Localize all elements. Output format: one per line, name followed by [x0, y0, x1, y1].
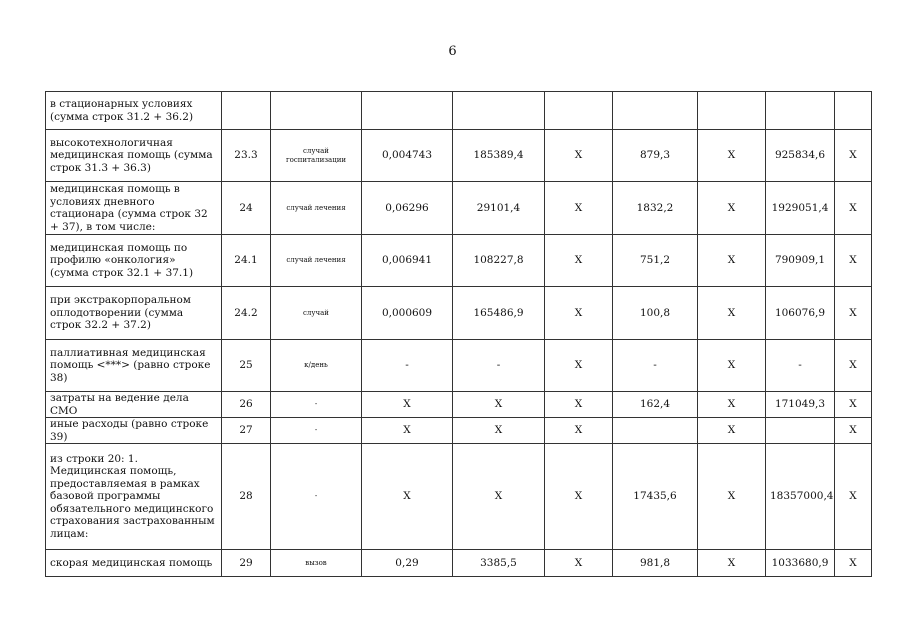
row-label: медицинская помощь в условиях дневного стационара (сумма строк 32 + 37), в том числе:: [46, 182, 222, 235]
value-cell: X: [835, 182, 872, 235]
value-cell: X: [698, 235, 766, 287]
table-row: [46, 392, 872, 418]
unit-cell: -: [271, 418, 362, 444]
row-number: 28: [222, 444, 271, 550]
value-cell: X: [545, 130, 613, 182]
value-cell: 185389,4: [453, 130, 545, 182]
unit-cell: к/день: [271, 340, 362, 392]
row-number: 25: [222, 340, 271, 392]
value-cell: 29101,4: [453, 182, 545, 235]
row-label: из строки 20: 1. Медицинская помощь, предоставляемая в рамках базовой программы обязательного медицинского страхования застрахованным лицам:: [46, 444, 222, 550]
value-cell: X: [698, 287, 766, 340]
table-row: [46, 340, 872, 392]
value-cell: 165486,9: [453, 287, 545, 340]
value-cell: X: [545, 182, 613, 235]
row-number: 24: [222, 182, 271, 235]
value-cell: [613, 418, 698, 444]
value-cell: 925834,6: [766, 130, 835, 182]
value-cell: -: [766, 340, 835, 392]
unit-cell: случай госпитализации: [271, 130, 362, 182]
value-cell: X: [835, 392, 872, 418]
value-cell: 18357000,4: [766, 444, 835, 550]
value-cell: 0,06296: [362, 182, 453, 235]
value-cell: 17435,6: [613, 444, 698, 550]
value-cell: X: [545, 444, 613, 550]
table-row: [46, 444, 872, 550]
unit-cell: случай лечения: [271, 182, 362, 235]
value-cell: X: [835, 550, 872, 577]
table-row: [46, 418, 872, 444]
value-cell: -: [613, 340, 698, 392]
table-row: [46, 550, 872, 577]
row-label: высокотехнологичная медицинская помощь (сумма строк 31.3 + 36.3): [46, 130, 222, 182]
value-cell: 171049,3: [766, 392, 835, 418]
row-label: иные расходы (равно строке 39): [46, 418, 222, 444]
value-cell: [613, 92, 698, 130]
value-cell: [835, 92, 872, 130]
value-cell: 3385,5: [453, 550, 545, 577]
value-cell: 1929051,4: [766, 182, 835, 235]
value-cell: 1033680,9: [766, 550, 835, 577]
unit-cell: вызов: [271, 550, 362, 577]
unit-cell: случай: [271, 287, 362, 340]
row-label: затраты на ведение дела СМО: [46, 392, 222, 418]
value-cell: X: [545, 235, 613, 287]
value-cell: X: [545, 418, 613, 444]
row-number: 27: [222, 418, 271, 444]
value-cell: X: [698, 182, 766, 235]
value-cell: X: [835, 130, 872, 182]
value-cell: 751,2: [613, 235, 698, 287]
value-cell: X: [545, 340, 613, 392]
unit-cell: -: [271, 392, 362, 418]
unit-cell: [271, 92, 362, 130]
value-cell: X: [698, 418, 766, 444]
row-number: 29: [222, 550, 271, 577]
value-cell: X: [835, 418, 872, 444]
table-row: [46, 92, 872, 130]
value-cell: -: [453, 340, 545, 392]
value-cell: 790909,1: [766, 235, 835, 287]
value-cell: X: [835, 235, 872, 287]
value-cell: [698, 92, 766, 130]
value-cell: [545, 92, 613, 130]
value-cell: X: [453, 392, 545, 418]
value-cell: [766, 418, 835, 444]
value-cell: X: [698, 340, 766, 392]
value-cell: X: [362, 392, 453, 418]
value-cell: X: [362, 444, 453, 550]
value-cell: X: [453, 418, 545, 444]
row-number: 26: [222, 392, 271, 418]
value-cell: X: [835, 444, 872, 550]
value-cell: -: [362, 340, 453, 392]
unit-cell: случай лечения: [271, 235, 362, 287]
value-cell: X: [698, 550, 766, 577]
value-cell: X: [545, 287, 613, 340]
row-number: 24.1: [222, 235, 271, 287]
row-label: в стационарных условиях (сумма строк 31.2 + 36.2): [46, 92, 222, 130]
value-cell: X: [835, 340, 872, 392]
unit-cell: -: [271, 444, 362, 550]
row-label: скорая медицинская помощь: [46, 550, 222, 577]
row-number: 23.3: [222, 130, 271, 182]
value-cell: [453, 92, 545, 130]
value-cell: X: [453, 444, 545, 550]
value-cell: 879,3: [613, 130, 698, 182]
value-cell: 0,004743: [362, 130, 453, 182]
table-row: [46, 182, 872, 235]
value-cell: 0,29: [362, 550, 453, 577]
financing-table: [45, 91, 872, 577]
value-cell: 0,006941: [362, 235, 453, 287]
table-row: [46, 287, 872, 340]
value-cell: 1832,2: [613, 182, 698, 235]
row-number: 24.2: [222, 287, 271, 340]
value-cell: X: [545, 392, 613, 418]
row-label: медицинская помощь по профилю «онкология» (сумма строк 32.1 + 37.1): [46, 235, 222, 287]
value-cell: 100,8: [613, 287, 698, 340]
row-label: при экстракорпоральном оплодотворении (сумма строк 32.2 + 37.2): [46, 287, 222, 340]
value-cell: 162,4: [613, 392, 698, 418]
value-cell: [362, 92, 453, 130]
value-cell: 108227,8: [453, 235, 545, 287]
value-cell: X: [698, 130, 766, 182]
row-number: [222, 92, 271, 130]
value-cell: 106076,9: [766, 287, 835, 340]
value-cell: 981,8: [613, 550, 698, 577]
value-cell: 0,000609: [362, 287, 453, 340]
page-number: 6: [448, 44, 457, 59]
value-cell: X: [698, 444, 766, 550]
table-row: [46, 130, 872, 182]
value-cell: [766, 92, 835, 130]
value-cell: X: [545, 550, 613, 577]
table-row: [46, 235, 872, 287]
value-cell: X: [835, 287, 872, 340]
value-cell: X: [362, 418, 453, 444]
row-label: паллиативная медицинская помощь <***> (равно строке 38): [46, 340, 222, 392]
value-cell: X: [698, 392, 766, 418]
table-body: [46, 92, 872, 577]
